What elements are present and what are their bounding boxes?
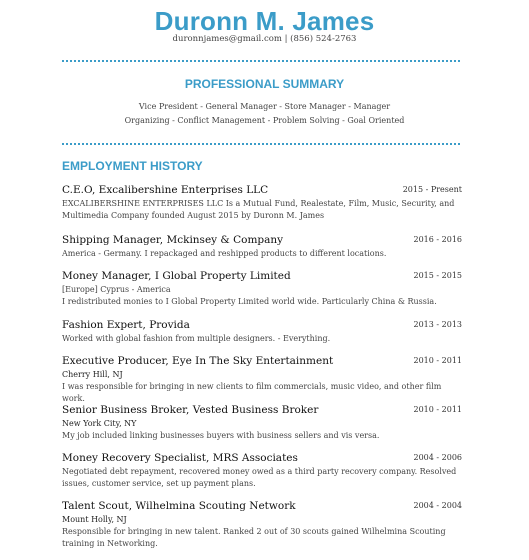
job-dates: 2015 - Present xyxy=(402,185,462,194)
job-dates: 2010 - 2011 xyxy=(413,405,462,414)
job-description: [Europe] Cyprus - America I redistributed monies to I Global Property Limited world wide. Particularly China & Russia. xyxy=(62,285,437,306)
job-dates: 2010 - 2011 xyxy=(413,356,462,365)
job-entry xyxy=(62,319,462,345)
job-description: I was responsible for bringing in new clients to film commercials, music video, and other film work. xyxy=(62,382,442,403)
divider-dotted xyxy=(62,60,460,62)
job-title: Money Recovery Specialist, MRS Associates xyxy=(62,452,298,464)
job-title: Talent Scout, Wilhelmina Scouting Network xyxy=(62,500,296,512)
summary-line-1: Vice President - General Manager - Store Manager - Manager xyxy=(138,102,391,111)
summary-line-2: Organizing - Conflict Management - Problem Solving - Goal Oriented xyxy=(124,116,405,125)
job-title: Senior Business Broker, Vested Business Broker xyxy=(62,404,319,416)
job-entry xyxy=(62,355,462,404)
job-entry xyxy=(62,500,462,549)
job-description: Negotiated debt repayment, recovered money owed as a third party recovery company. Resolved issues, customer service, set up payment plans. xyxy=(62,467,457,488)
divider-dotted xyxy=(62,143,460,145)
job-title: Shipping Manager, Mckinsey & Company xyxy=(62,234,284,246)
job-entry xyxy=(62,404,462,442)
job-title: Fashion Expert, Provida xyxy=(62,319,190,331)
job-entry xyxy=(62,270,462,307)
contact-info: duronnjames@gmail.com | (856) 524-2763 xyxy=(172,34,357,44)
job-description: America - Germany. I repackaged and reshipped products to different locations. xyxy=(62,249,387,258)
job-location: Cherry Hill, NJ xyxy=(62,370,123,379)
job-dates: 2016 - 2016 xyxy=(413,235,462,244)
job-entry xyxy=(62,234,462,260)
job-entry xyxy=(62,184,462,221)
job-entry xyxy=(62,452,462,489)
job-location: New York City, NY xyxy=(62,419,137,428)
employment-heading: EMPLOYMENT HISTORY xyxy=(62,159,203,173)
job-title: Money Manager, I Global Property Limited xyxy=(62,270,291,282)
job-dates: 2004 - 2004 xyxy=(413,501,462,510)
job-dates: 2004 - 2006 xyxy=(413,453,462,462)
job-description: Worked with global fashion from multiple designers. - Everything. xyxy=(62,334,331,343)
job-dates: 2013 - 2013 xyxy=(413,320,462,329)
job-dates: 2015 - 2015 xyxy=(413,271,462,280)
job-location: Mount Holly, NJ xyxy=(62,515,127,524)
job-title: Executive Producer, Eye In The Sky Entertainment xyxy=(62,355,334,367)
job-description: EXCALIBERSHINE ENTERPRISES LLC Is a Mutual Fund, Realestate, Film, Music, Security, and Multimedia Company founded August 2015 by Duronn M. James xyxy=(62,199,455,220)
resume-name: Duronn M. James xyxy=(154,6,375,36)
job-title: C.E.O, Excalibershine Enterprises LLC xyxy=(62,184,269,196)
job-description: Responsible for bringing in new talent. Ranked 2 out of 30 scouts gained Wilhelmina Scouting training in Networking. xyxy=(62,527,446,548)
summary-heading: PROFESSIONAL SUMMARY xyxy=(184,77,345,91)
job-description: My job included linking businesses buyers with business sellers and vis versa. xyxy=(62,431,380,440)
